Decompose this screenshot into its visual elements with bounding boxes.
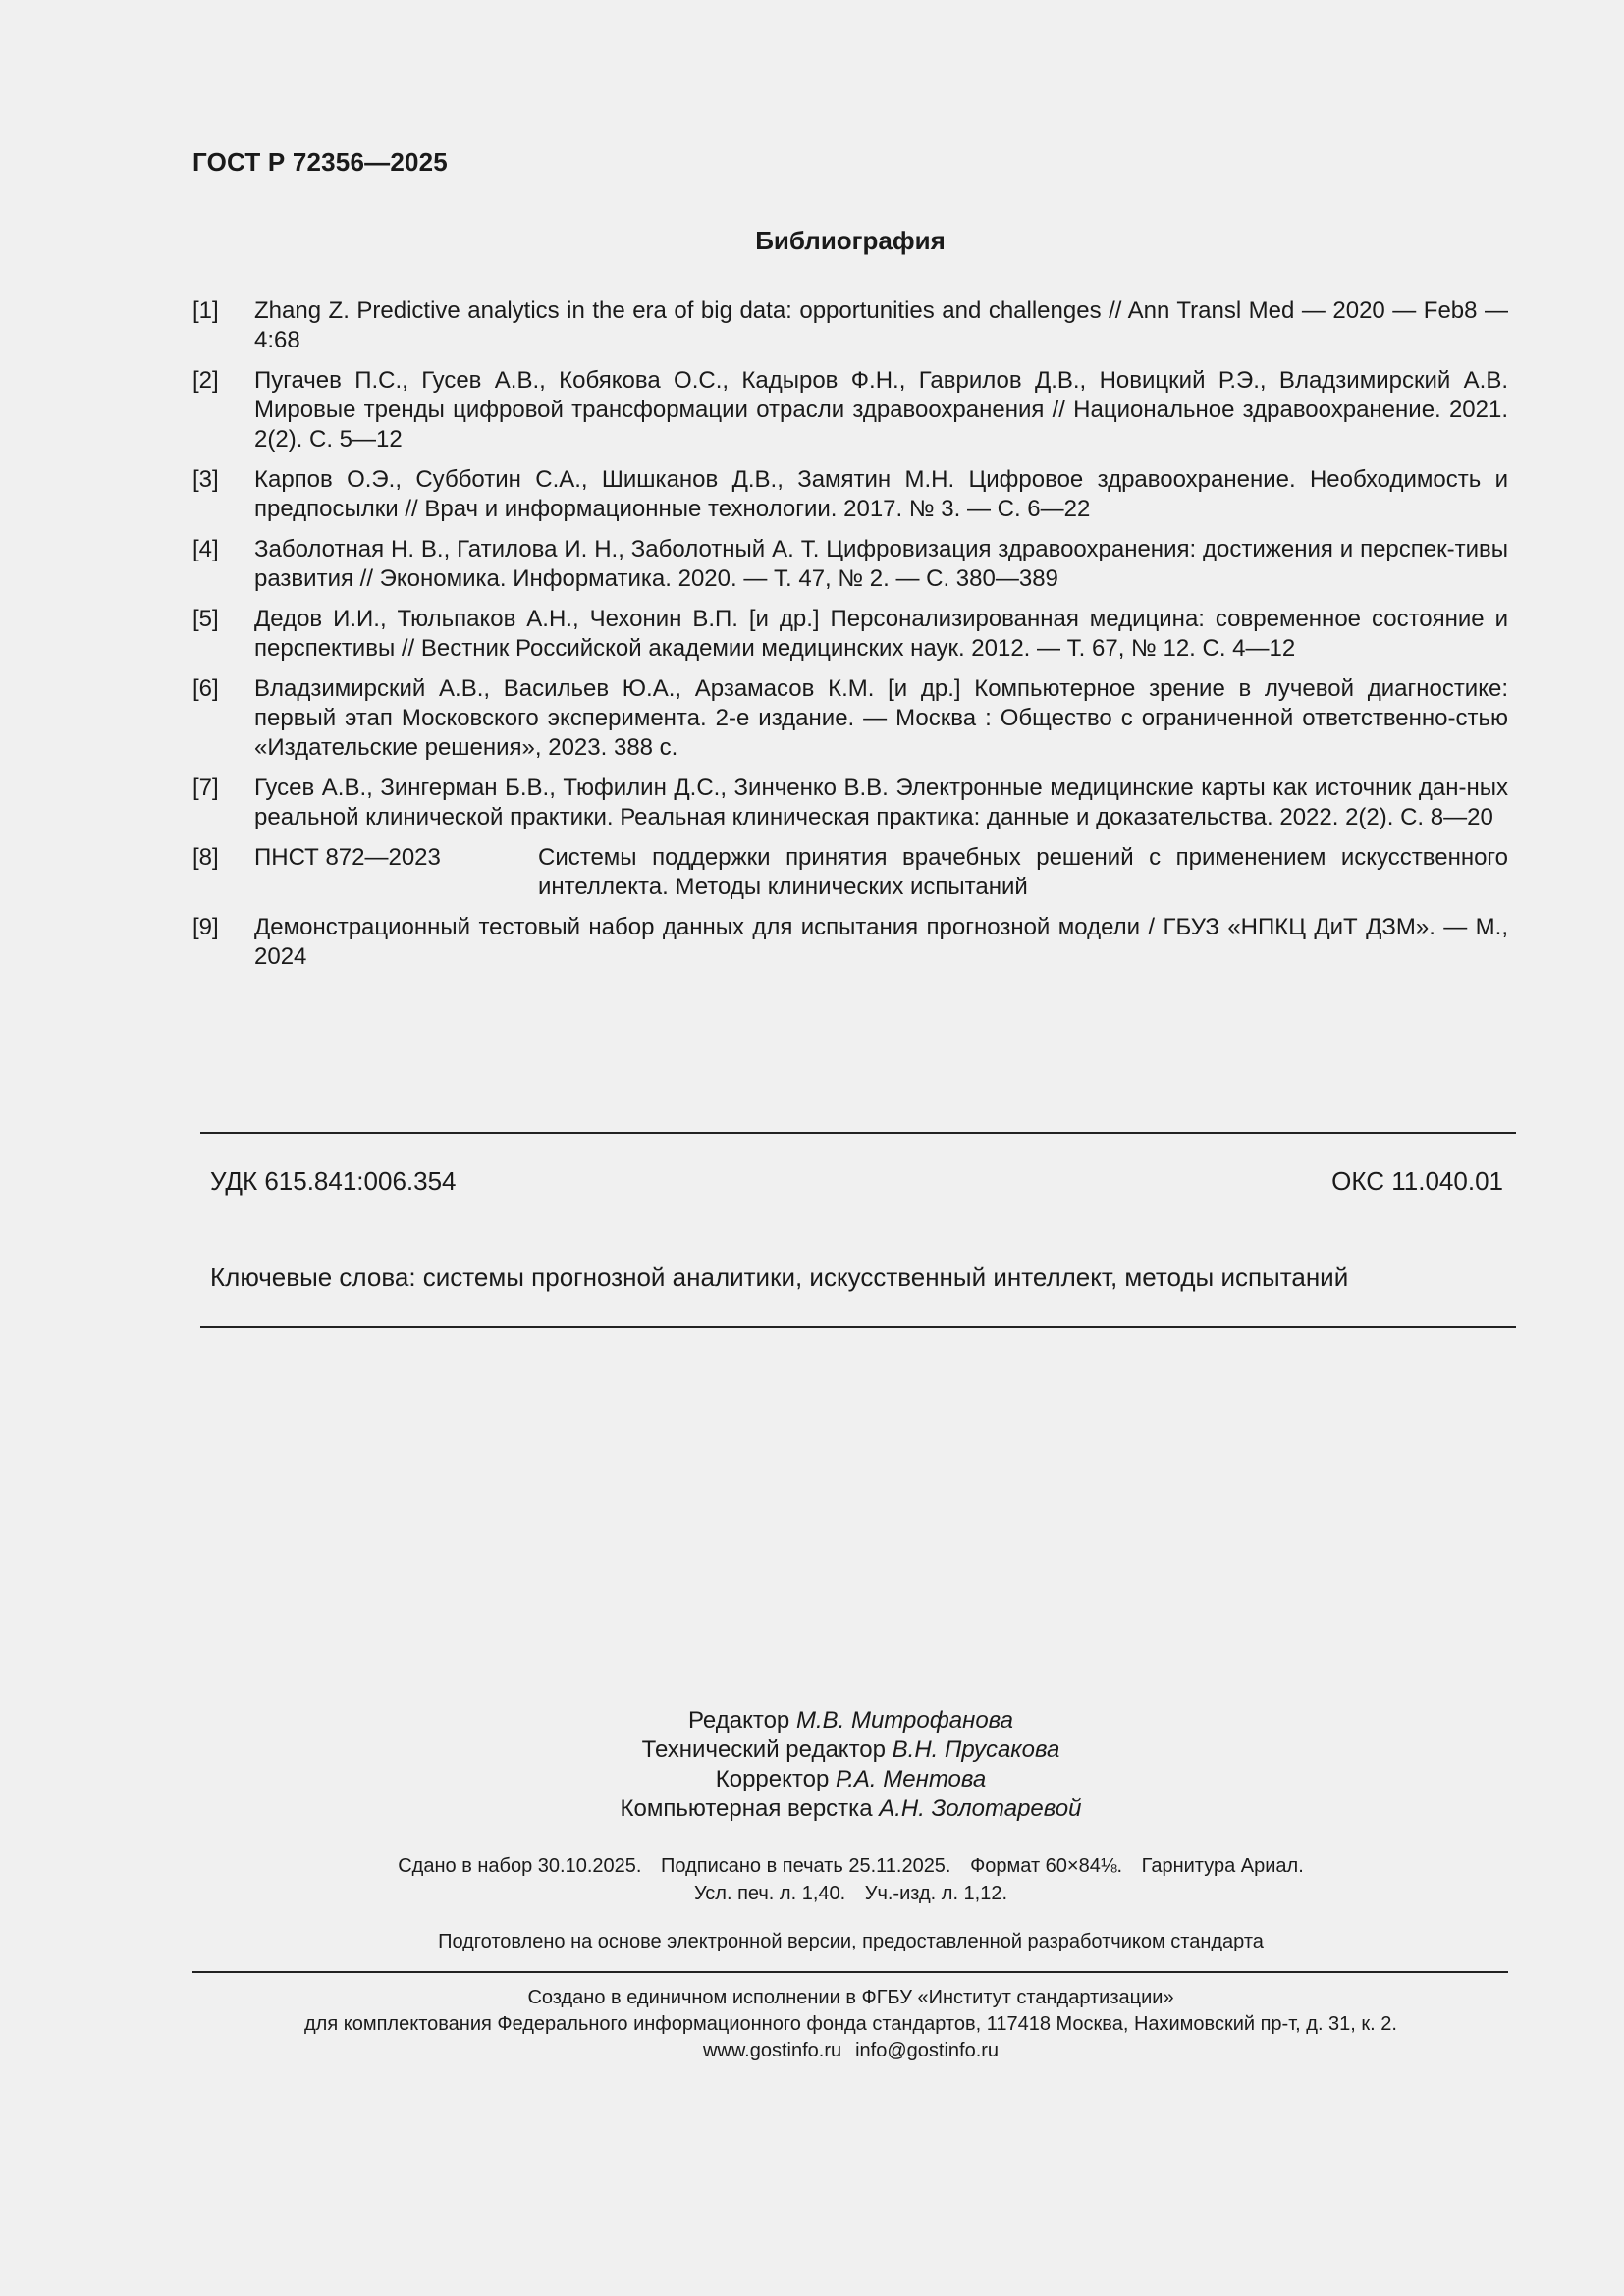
imprint-line-1: Создано в единичном исполнении в ФГБУ «Институт стандартизации» xyxy=(527,1987,1174,2008)
bibliography-item-text: Демонстрационный тестовый набор данных для испытания прогнозной модели / ГБУЗ «НПКЦ ДиТ ДЗМ». — М., 2024 xyxy=(254,914,1508,970)
bibliography-item-number: [7] xyxy=(192,774,219,801)
imprint xyxy=(0,1985,1624,2064)
bibliography-item-number: [4] xyxy=(192,536,219,562)
bibliography-item xyxy=(192,535,1508,594)
bibliography-item xyxy=(192,366,1508,454)
bibliography-item-text: Пугачев П.С., Гусев А.В., Кобякова О.С., Кадыров Ф.Н., Гаврилов Д.В., Новицкий Р.Э., Владзимирский А.В. Мировые тренды цифровой трансформации отрасли здравоохранения // Национальное здравоохранение. 2021. 2(2). С. 5—12 xyxy=(254,367,1508,453)
bibliography-item xyxy=(192,774,1508,832)
editorial-credits xyxy=(0,1706,1624,1824)
credit-line xyxy=(0,1794,1624,1824)
imprint-divider xyxy=(192,1971,1508,1973)
bibliography-item-number: [5] xyxy=(192,606,219,632)
bibliography-item xyxy=(192,674,1508,763)
bibliography-item-number: [1] xyxy=(192,297,219,324)
credit-person: В.Н. Прусакова xyxy=(892,1736,1060,1763)
paper-format: Формат 60×84⅛. xyxy=(970,1855,1123,1877)
bibliography-item xyxy=(192,605,1508,664)
document-id: ГОСТ Р 72356—2025 xyxy=(192,147,448,177)
bibliography-item-text: Дедов И.И., Тюльпаков А.Н., Чехонин В.П. [и др.] Персонализированная медицина: современное состояние и перспективы // Вестник Российской академии медицинских наук. 2012. — Т. 67, № 12. С. 4—12 xyxy=(254,606,1508,662)
imprint-line-2: для комплектования Федерального информационного фонда стандартов, 117418 Москва, Нахимовский пр-т, д. 31, к. 2. xyxy=(304,2013,1397,2035)
credit-person: М.В. Митрофанова xyxy=(795,1707,1014,1734)
bibliography-item-number: [6] xyxy=(192,675,219,702)
credit-person: А.Н. Золотаревой xyxy=(879,1795,1082,1822)
credit-role: Компьютерная верстка xyxy=(620,1795,873,1822)
bibliography-item-text: Системы поддержки принятия врачебных решений с применением искусственного интеллекта. Методы клинических испытаний xyxy=(538,844,1508,900)
bibliography-item-text: Заболотная Н. В., Гатилова И. Н., Заболотный А. Т. Цифровизация здравоохранения: достижения и перспек-тивы развития // Экономика. Информатика. 2020. — Т. 47, № 2. — С. 380—389 xyxy=(254,536,1508,592)
bibliography-item-text: Карпов О.Э., Субботин С.А., Шишканов Д.В., Замятин М.Н. Цифровое здравоохранение. Необходимость и предпосылки // Врач и информационные технологии. 2017. № 3. — С. 6—22 xyxy=(254,466,1508,522)
top-divider xyxy=(200,1132,1516,1134)
bibliography-item-number: [9] xyxy=(192,914,219,940)
credit-line xyxy=(0,1765,1624,1794)
credit-role: Корректор xyxy=(715,1766,830,1792)
bibliography-item-text: Гусев А.В., Зингерман Б.В., Тюфилин Д.С., Зинченко В.В. Электронные медицинские карты как источник дан-ных реальной клинической практики. Реальная клиническая практика: данные и доказательства. 2022. 2(2). С. 8—20 xyxy=(254,774,1508,830)
credit-line xyxy=(0,1706,1624,1735)
credit-role: Технический редактор xyxy=(641,1736,886,1763)
bibliography-item-standard-code: ПНСТ 872—2023 xyxy=(254,844,441,871)
udk-code: УДК 615.841:006.354 xyxy=(210,1166,457,1196)
bibliography-item xyxy=(192,843,1508,902)
submitted-date: Сдано в набор 30.10.2025. xyxy=(398,1855,642,1877)
bottom-divider xyxy=(200,1326,1516,1328)
prepared-note: Подготовлено на основе электронной версии, предоставленной разработчиком стандарта xyxy=(438,1931,1264,1952)
credit-person: Р.А. Ментова xyxy=(835,1766,987,1792)
keywords-line: Ключевые слова: системы прогнозной аналитики, искусственный интеллект, методы испытаний xyxy=(210,1262,1349,1292)
bibliography-item-text: Zhang Z. Predictive analytics in the era of big data: opportunities and challenges // Ann Transl Med — 2020 — Feb8 — 4:68 xyxy=(254,297,1508,353)
bibliography-item-number: [3] xyxy=(192,466,219,493)
bibliography-item xyxy=(192,913,1508,972)
bibliography-item-text: Владзимирский А.В., Васильев Ю.А., Арзамасов К.М. [и др.] Компьютерное зрение в лучевой диагностике: первый этап Московского эксперимента. 2-е издание. — Москва : Общество с ограниченной ответственно-стью «Издательские решения», 2023. 388 с. xyxy=(254,675,1508,761)
signed-date: Подписано в печать 25.11.2025. xyxy=(661,1855,951,1877)
bibliography-item xyxy=(192,296,1508,355)
bibliography-list xyxy=(192,296,1508,983)
bibliography-title: Библиография xyxy=(755,226,946,255)
credit-role: Редактор xyxy=(687,1707,790,1734)
publisher-sheets: Уч.-изд. л. 1,12. xyxy=(864,1883,1008,1904)
website-link[interactable]: www.gostinfo.ru xyxy=(702,2040,842,2061)
email-link[interactable]: info@gostinfo.ru xyxy=(855,2040,1000,2061)
print-sheets: Усл. печ. л. 1,40. xyxy=(693,1883,846,1904)
typeface: Гарнитура Ариал. xyxy=(1141,1855,1304,1877)
bibliography-item-number: [8] xyxy=(192,844,219,871)
print-details xyxy=(0,1852,1624,1907)
credit-line xyxy=(0,1735,1624,1765)
bibliography-item-number: [2] xyxy=(192,367,219,394)
bibliography-item xyxy=(192,465,1508,524)
oks-code: ОКС 11.040.01 xyxy=(1331,1166,1503,1196)
